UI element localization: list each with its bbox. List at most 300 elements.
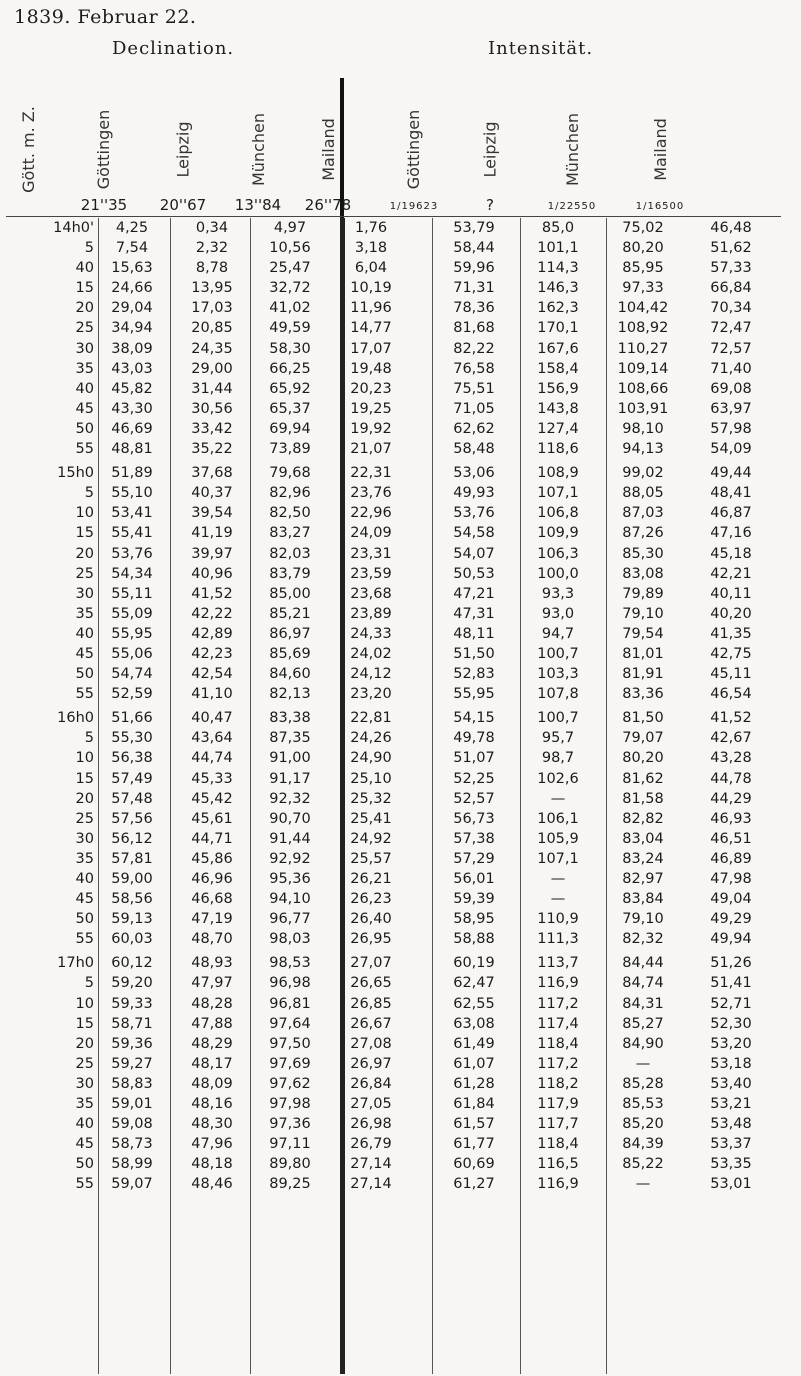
cell-muenchen-int: 80,20 [622, 240, 664, 257]
cell-mailand-int: 57,33 [710, 260, 752, 277]
cell-leipzig-int: 106,8 [537, 505, 579, 522]
cell-muenchen-decl: 89,80 [269, 1156, 311, 1173]
cell-mailand-decl: 25,41 [350, 810, 392, 827]
cell-time: 25 [75, 320, 94, 337]
table-row [0, 238, 801, 258]
cell-muenchen-int: 82,82 [622, 810, 664, 827]
cell-leipzig-decl: 48,09 [191, 1075, 233, 1092]
table-row [0, 708, 801, 728]
cell-muenchen-int: 84,31 [622, 995, 664, 1012]
cell-mailand-int: 46,89 [710, 850, 752, 867]
cell-mailand-decl: 23,31 [350, 545, 392, 562]
table-row [0, 1034, 801, 1054]
cell-muenchen-int: 83,08 [622, 565, 664, 582]
cell-mailand-int: 42,21 [710, 565, 752, 582]
cell-goettingen-decl: 58,99 [111, 1156, 153, 1173]
table-row [0, 463, 801, 483]
table-row [0, 684, 801, 704]
table-row [0, 604, 801, 624]
cell-muenchen-int: 97,33 [622, 280, 664, 297]
cell-mailand-int: 72,47 [710, 320, 752, 337]
cell-leipzig-decl: 13,95 [191, 280, 233, 297]
cell-mailand-decl: 24,09 [350, 525, 392, 542]
cell-muenchen-int: 85,22 [622, 1156, 664, 1173]
cell-leipzig-decl: 45,61 [191, 810, 233, 827]
cell-time: 25 [75, 1055, 94, 1072]
cell-mailand-decl: 22,96 [350, 505, 392, 522]
cell-goettingen-decl: 57,48 [111, 790, 153, 807]
cell-mailand-int: 40,11 [710, 585, 752, 602]
cell-mailand-decl: 23,89 [350, 605, 392, 622]
cell-leipzig-int: 107,1 [537, 485, 579, 502]
cell-mailand-int: 41,52 [710, 710, 752, 727]
header-rule [6, 216, 781, 217]
cell-muenchen-decl: 97,69 [269, 1055, 311, 1072]
cell-leipzig-decl: 44,74 [191, 750, 233, 767]
column-header-leipzig-decl: Leipzig [173, 120, 193, 178]
cell-muenchen-decl: 49,59 [269, 320, 311, 337]
cell-mailand-decl: 3,18 [354, 240, 388, 257]
cell-time: 50 [75, 666, 94, 683]
cell-leipzig-int: 101,1 [537, 240, 579, 257]
cell-leipzig-decl: 31,44 [191, 380, 233, 397]
cell-mailand-decl: 24,26 [350, 730, 392, 747]
cell-goettingen-decl: 57,81 [111, 850, 153, 867]
table-row [0, 869, 801, 889]
cell-muenchen-int: 85,28 [622, 1075, 664, 1092]
cell-leipzig-int: 100,7 [537, 645, 579, 662]
cell-leipzig-decl: 45,42 [191, 790, 233, 807]
cell-leipzig-int: 118,2 [537, 1075, 579, 1092]
cell-goettingen-int: 51,50 [453, 645, 495, 662]
cell-leipzig-int: 111,3 [537, 931, 579, 948]
cell-muenchen-decl: 97,98 [269, 1096, 311, 1113]
cell-leipzig-int: 95,7 [541, 730, 575, 747]
cell-mailand-decl: 24,02 [350, 645, 392, 662]
cell-muenchen-int: 87,03 [622, 505, 664, 522]
cell-muenchen-decl: 94,10 [269, 891, 311, 908]
cell-goettingen-decl: 54,34 [111, 565, 153, 582]
cell-muenchen-decl: 98,03 [269, 931, 311, 948]
cell-leipzig-decl: 40,47 [191, 710, 233, 727]
cell-goettingen-decl: 59,33 [111, 995, 153, 1012]
cell-leipzig-int: 118,4 [537, 1035, 579, 1052]
cell-goettingen-int: 57,38 [453, 830, 495, 847]
cell-goettingen-decl: 59,07 [111, 1176, 153, 1193]
page-title: 1839. Februar 22. [14, 6, 197, 28]
cell-goettingen-decl: 56,38 [111, 750, 153, 767]
cell-time: 5 [84, 975, 94, 992]
column-header-mailand-decl: Mailand [318, 117, 338, 181]
cell-time: 50 [75, 911, 94, 928]
cell-goettingen-int: 49,78 [453, 730, 495, 747]
cell-muenchen-decl: 82,13 [269, 686, 311, 703]
cell-muenchen-decl: 73,89 [269, 441, 311, 458]
cell-mailand-int: 51,62 [710, 240, 752, 257]
cell-goettingen-int: 58,44 [453, 240, 495, 257]
cell-leipzig-int: 108,9 [537, 465, 579, 482]
cell-mailand-decl: 26,95 [350, 931, 392, 948]
cell-muenchen-decl: 95,36 [269, 871, 311, 887]
cell-leipzig-decl: 17,03 [191, 300, 233, 317]
cell-goettingen-decl: 55,41 [111, 525, 153, 542]
cell-leipzig-int: 100,0 [537, 565, 579, 582]
cell-mailand-int: 42,75 [710, 645, 752, 662]
cell-muenchen-decl: 79,68 [269, 465, 311, 482]
cell-time: 20 [75, 1035, 94, 1052]
cell-leipzig-int: 117,4 [537, 1015, 579, 1032]
cell-goettingen-int: 52,83 [453, 666, 495, 683]
cell-goettingen-decl: 59,13 [111, 911, 153, 928]
cell-leipzig-decl: 47,96 [191, 1136, 233, 1153]
cell-mailand-decl: 22,81 [350, 710, 392, 727]
cell-mailand-int: 69,08 [710, 380, 752, 397]
cell-goettingen-int: 53,06 [453, 465, 495, 482]
cell-leipzig-decl: 48,29 [191, 1035, 233, 1052]
table-row [0, 1134, 801, 1154]
cell-muenchen-decl: 32,72 [269, 280, 311, 297]
cell-goettingen-decl: 57,49 [111, 770, 153, 787]
table-row [0, 584, 801, 604]
cell-goettingen-int: 54,58 [453, 525, 495, 542]
cell-mailand-int: 48,41 [710, 485, 752, 502]
cell-leipzig-decl: 44,71 [191, 830, 233, 847]
cell-time: 25 [75, 810, 94, 827]
cell-time: 30 [75, 1075, 94, 1092]
cell-mailand-int: 46,87 [710, 505, 752, 522]
cell-muenchen-decl: 96,77 [269, 911, 311, 928]
cell-goettingen-int: 58,95 [453, 911, 495, 928]
cell-leipzig-decl: 47,97 [191, 975, 233, 992]
cell-mailand-decl: 26,67 [350, 1015, 392, 1032]
cell-leipzig-decl: 33,42 [191, 420, 233, 437]
cell-muenchen-int: 110,27 [617, 340, 669, 357]
cell-time: 40 [75, 1116, 94, 1133]
cell-goettingen-decl: 58,56 [111, 891, 153, 908]
cell-muenchen-int: 81,62 [622, 770, 664, 787]
cell-mailand-decl: 6,04 [354, 260, 388, 277]
cell-time: 20 [75, 300, 94, 317]
cell-mailand-decl: 27,14 [350, 1176, 392, 1193]
cell-leipzig-int: 110,9 [537, 911, 579, 928]
cell-goettingen-int: 61,49 [453, 1035, 495, 1052]
cell-muenchen-decl: 97,64 [269, 1015, 311, 1032]
cell-leipzig-int: 106,3 [537, 545, 579, 562]
cell-leipzig-int: 113,7 [537, 955, 579, 972]
cell-leipzig-decl: 48,46 [191, 1176, 233, 1193]
cell-muenchen-int: 81,50 [622, 710, 664, 727]
cell-goettingen-decl: 55,09 [111, 605, 153, 622]
cell-muenchen-decl: 83,38 [269, 710, 311, 727]
table-row [0, 809, 801, 829]
cell-mailand-int: 45,11 [710, 666, 752, 683]
cell-muenchen-decl: 82,03 [269, 545, 311, 562]
cell-muenchen-int: — [635, 1055, 651, 1072]
cell-time: 30 [75, 585, 94, 602]
cell-mailand-int: 53,18 [710, 1055, 752, 1072]
cell-leipzig-int: 100,7 [537, 710, 579, 727]
cell-mailand-int: 63,97 [710, 400, 752, 417]
cell-leipzig-int: 107,8 [537, 686, 579, 703]
cell-mailand-decl: 27,14 [350, 1156, 392, 1173]
table-row [0, 483, 801, 503]
cell-leipzig-decl: 42,23 [191, 645, 233, 662]
cell-muenchen-int: 94,13 [622, 441, 664, 458]
cell-muenchen-int: 108,66 [617, 380, 669, 397]
cell-mailand-int: 52,30 [710, 1015, 752, 1032]
cell-leipzig-decl: 30,56 [191, 400, 233, 417]
intensity-group-title: Intensität. [488, 38, 594, 59]
cell-leipzig-decl: 48,93 [191, 955, 233, 972]
table-row [0, 419, 801, 439]
table-row [0, 748, 801, 768]
table-row [0, 379, 801, 399]
cell-leipzig-decl: 8,78 [195, 260, 229, 277]
cell-goettingen-decl: 7,54 [115, 240, 149, 257]
cell-leipzig-int: 94,7 [541, 625, 575, 642]
cell-goettingen-decl: 15,63 [111, 260, 153, 277]
table-row [0, 929, 801, 949]
cell-leipzig-int: — [550, 790, 566, 807]
cell-goettingen-int: 60,19 [453, 955, 495, 972]
cell-mailand-int: 40,20 [710, 605, 752, 622]
cell-leipzig-int: 167,6 [537, 340, 579, 357]
cell-muenchen-int: 81,91 [622, 666, 664, 683]
cell-goettingen-int: 59,39 [453, 891, 495, 908]
cell-muenchen-int: 104,42 [617, 300, 669, 317]
table-row [0, 298, 801, 318]
cell-muenchen-decl: 91,44 [269, 830, 311, 847]
cell-mailand-decl: 19,48 [350, 360, 392, 377]
cell-mailand-decl: 23,76 [350, 485, 392, 502]
cell-leipzig-decl: 47,19 [191, 911, 233, 928]
table-row [0, 1174, 801, 1194]
cell-goettingen-decl: 55,06 [111, 645, 153, 662]
cell-goettingen-decl: 51,89 [111, 465, 153, 482]
cell-leipzig-decl: 2,32 [195, 240, 229, 257]
cell-mailand-int: 53,35 [710, 1156, 752, 1173]
cell-mailand-int: 53,40 [710, 1075, 752, 1092]
cell-time: 15 [75, 770, 94, 787]
cell-goettingen-decl: 55,95 [111, 625, 153, 642]
cell-mailand-decl: 26,23 [350, 891, 392, 908]
cell-muenchen-decl: 91,00 [269, 750, 311, 767]
cell-muenchen-int: 88,05 [622, 485, 664, 502]
table-row [0, 994, 801, 1014]
cell-mailand-int: 52,71 [710, 995, 752, 1012]
cell-leipzig-decl: 40,37 [191, 485, 233, 502]
cell-leipzig-int: 170,1 [537, 320, 579, 337]
column-sub-mailand-int: 1/16500 [635, 201, 685, 212]
cell-leipzig-int: 143,8 [537, 400, 579, 417]
cell-muenchen-int: 98,10 [622, 420, 664, 437]
cell-mailand-decl: 23,59 [350, 565, 392, 582]
column-sub-muenchen-decl: 13''84 [234, 196, 282, 214]
cell-leipzig-int: 158,4 [537, 360, 579, 377]
cell-time: 40 [75, 380, 94, 397]
table-row [0, 1074, 801, 1094]
cell-goettingen-int: 56,01 [453, 871, 495, 887]
cell-mailand-int: 53,20 [710, 1035, 752, 1052]
cell-leipzig-int: 107,1 [537, 850, 579, 867]
table-row [0, 849, 801, 869]
cell-leipzig-int: 85,0 [541, 220, 575, 236]
table-row [0, 1094, 801, 1114]
cell-goettingen-int: 47,31 [453, 605, 495, 622]
cell-leipzig-decl: 48,18 [191, 1156, 233, 1173]
table-row [0, 318, 801, 338]
cell-muenchen-decl: 87,35 [269, 730, 311, 747]
cell-leipzig-decl: 43,64 [191, 730, 233, 747]
cell-muenchen-decl: 82,50 [269, 505, 311, 522]
cell-muenchen-decl: 85,21 [269, 605, 311, 622]
cell-mailand-decl: 26,97 [350, 1055, 392, 1072]
cell-mailand-decl: 19,92 [350, 420, 392, 437]
cell-mailand-int: 49,04 [710, 891, 752, 908]
cell-muenchen-decl: 90,70 [269, 810, 311, 827]
cell-goettingen-int: 48,11 [453, 625, 495, 642]
cell-time: 45 [75, 645, 94, 662]
cell-goettingen-int: 61,57 [453, 1116, 495, 1133]
cell-leipzig-int: 106,1 [537, 810, 579, 827]
cell-time: 30 [75, 830, 94, 847]
table-row [0, 953, 801, 973]
cell-time: 10 [75, 750, 94, 767]
cell-mailand-decl: 26,79 [350, 1136, 392, 1153]
cell-mailand-decl: 27,05 [350, 1096, 392, 1113]
cell-mailand-int: 53,37 [710, 1136, 752, 1153]
cell-mailand-decl: 27,08 [350, 1035, 392, 1052]
cell-goettingen-decl: 55,11 [111, 585, 153, 602]
cell-time: 55 [75, 931, 94, 948]
table-row [0, 218, 801, 238]
cell-muenchen-int: 108,92 [617, 320, 669, 337]
cell-leipzig-int: — [550, 891, 566, 908]
cell-leipzig-decl: 42,22 [191, 605, 233, 622]
cell-goettingen-decl: 53,41 [111, 505, 153, 522]
cell-muenchen-int: 99,02 [622, 465, 664, 482]
cell-leipzig-int: 127,4 [537, 420, 579, 437]
cell-goettingen-decl: 43,30 [111, 400, 153, 417]
cell-muenchen-decl: 83,79 [269, 565, 311, 582]
column-sub-leipzig-decl: 20''67 [159, 196, 207, 214]
cell-goettingen-int: 61,77 [453, 1136, 495, 1153]
cell-time: 14h0' [53, 220, 94, 236]
cell-goettingen-decl: 59,00 [111, 871, 153, 887]
cell-muenchen-decl: 83,27 [269, 525, 311, 542]
cell-goettingen-int: 52,25 [453, 770, 495, 787]
table-row [0, 359, 801, 379]
table-row [0, 728, 801, 748]
cell-muenchen-decl: 96,98 [269, 975, 311, 992]
cell-leipzig-int: 98,7 [541, 750, 575, 767]
cell-leipzig-int: 102,6 [537, 770, 579, 787]
cell-goettingen-int: 75,51 [453, 380, 495, 397]
cell-muenchen-int: 84,74 [622, 975, 664, 992]
cell-goettingen-decl: 34,94 [111, 320, 153, 337]
cell-goettingen-int: 71,31 [453, 280, 495, 297]
cell-goettingen-int: 54,15 [453, 710, 495, 727]
table-row [0, 523, 801, 543]
cell-mailand-decl: 25,32 [350, 790, 392, 807]
cell-leipzig-decl: 41,10 [191, 686, 233, 703]
cell-time: 5 [84, 730, 94, 747]
cell-muenchen-int: 82,32 [622, 931, 664, 948]
cell-goettingen-int: 49,93 [453, 485, 495, 502]
cell-time: 15 [75, 280, 94, 297]
cell-goettingen-decl: 53,76 [111, 545, 153, 562]
cell-time: 15 [75, 1015, 94, 1032]
cell-muenchen-decl: 98,53 [269, 955, 311, 972]
cell-leipzig-decl: 40,96 [191, 565, 233, 582]
cell-goettingen-decl: 55,10 [111, 485, 153, 502]
table-row [0, 769, 801, 789]
cell-time: 16h0 [57, 710, 94, 727]
cell-goettingen-int: 81,68 [453, 320, 495, 337]
table-row [0, 973, 801, 993]
cell-time: 20 [75, 790, 94, 807]
cell-goettingen-decl: 29,04 [111, 300, 153, 317]
cell-leipzig-int: 109,9 [537, 525, 579, 542]
cell-goettingen-decl: 58,73 [111, 1136, 153, 1153]
cell-leipzig-decl: 39,54 [191, 505, 233, 522]
cell-time: 45 [75, 400, 94, 417]
cell-leipzig-int: 156,9 [537, 380, 579, 397]
cell-mailand-int: 47,98 [710, 871, 752, 887]
cell-goettingen-int: 57,29 [453, 850, 495, 867]
cell-mailand-int: 53,21 [710, 1096, 752, 1113]
cell-leipzig-decl: 48,17 [191, 1055, 233, 1072]
cell-mailand-int: 53,48 [710, 1116, 752, 1133]
cell-muenchen-decl: 84,60 [269, 666, 311, 683]
cell-leipzig-int: 116,9 [537, 1176, 579, 1193]
cell-goettingen-decl: 43,03 [111, 360, 153, 377]
table-row [0, 909, 801, 929]
cell-muenchen-decl: 97,50 [269, 1035, 311, 1052]
cell-mailand-int: 46,48 [710, 220, 752, 236]
column-sub-mailand-decl: 26''78 [304, 196, 352, 214]
cell-goettingen-int: 61,07 [453, 1055, 495, 1072]
cell-mailand-int: 49,29 [710, 911, 752, 928]
cell-mailand-decl: 23,68 [350, 585, 392, 602]
cell-leipzig-decl: 42,89 [191, 625, 233, 642]
table-row [0, 503, 801, 523]
cell-muenchen-decl: 97,11 [269, 1136, 311, 1153]
cell-muenchen-int: 103,91 [617, 400, 669, 417]
cell-muenchen-int: 79,10 [622, 605, 664, 622]
table-row [0, 624, 801, 644]
cell-goettingen-decl: 38,09 [111, 340, 153, 357]
cell-leipzig-int: 146,3 [537, 280, 579, 297]
table-row [0, 258, 801, 278]
cell-goettingen-decl: 54,74 [111, 666, 153, 683]
cell-muenchen-decl: 89,25 [269, 1176, 311, 1193]
cell-muenchen-int: — [635, 1176, 651, 1193]
cell-leipzig-int: 117,2 [537, 995, 579, 1012]
table-row [0, 889, 801, 909]
cell-goettingen-decl: 59,27 [111, 1055, 153, 1072]
cell-goettingen-int: 78,36 [453, 300, 495, 317]
cell-muenchen-int: 85,27 [622, 1015, 664, 1032]
cell-time: 10 [75, 995, 94, 1012]
cell-time: 35 [75, 605, 94, 622]
cell-leipzig-decl: 41,52 [191, 585, 233, 602]
cell-mailand-decl: 17,07 [350, 340, 392, 357]
cell-mailand-int: 57,98 [710, 420, 752, 437]
cell-goettingen-int: 62,62 [453, 420, 495, 437]
cell-time: 35 [75, 1096, 94, 1113]
cell-goettingen-int: 53,76 [453, 505, 495, 522]
